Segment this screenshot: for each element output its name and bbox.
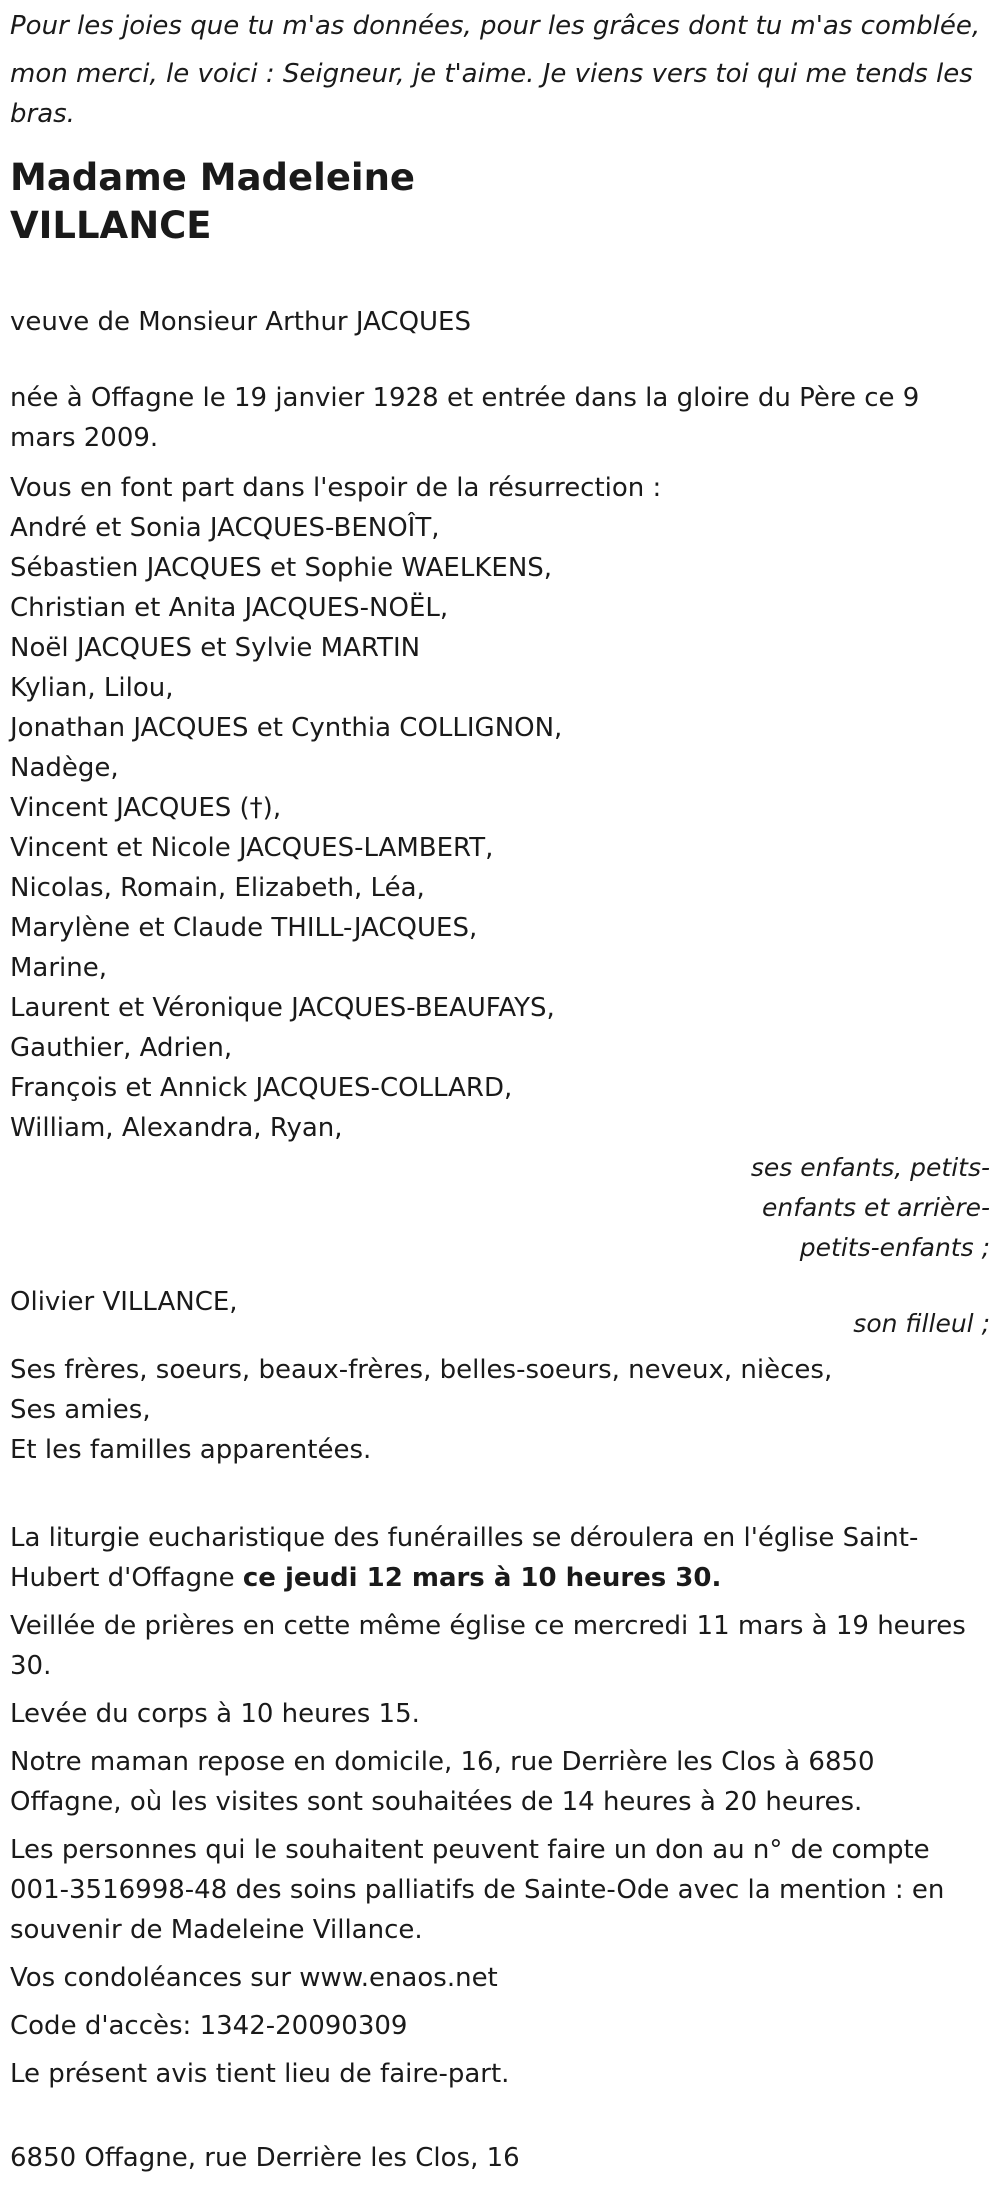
funeral-details <box>10 1518 990 2094</box>
liturgy-text: La liturgie eucharistique des funérailles se déroulera en l'église Saint-Hubert d'Offagne <box>10 1523 919 1593</box>
birth-death-line: née à Offagne le 19 janvier 1928 et entrée dans la gloire du Père ce 9 mars 2009. <box>10 383 920 453</box>
children-list-item: Christian et Anita JACQUES-NOËL, <box>10 593 449 623</box>
children-list-item: Gauthier, Adrien, <box>10 1033 233 1063</box>
children-list-item: William, Alexandra, Ryan, <box>10 1113 343 1143</box>
children-list-item: Nadège, <box>10 753 119 783</box>
children-list-item: Marylène et Claude THILL-JACQUES, <box>10 913 478 943</box>
children-list <box>10 508 990 1148</box>
poem-line-2: mon merci, le voici : Seigneur, je t'aime. Je viens vers toi qui me tends les bras. <box>10 59 973 129</box>
children-list-item: Laurent et Véronique JACQUES-BEAUFAYS, <box>10 993 555 1023</box>
poem <box>10 6 990 134</box>
children-list-item: Noël JACQUES et Sylvie MARTIN <box>10 633 421 663</box>
children-role-line: petits-enfants ; <box>799 1233 990 1262</box>
other-family-line: Ses amies, <box>10 1395 151 1425</box>
poem-line-1: Pour les joies que tu m'as données, pour les grâces dont tu m'as comblée, <box>10 11 981 41</box>
other-family-line: Ses frères, soeurs, beaux-frères, belles-soeurs, neveux, nièces, <box>10 1355 833 1385</box>
godson-name: Olivier VILLANCE, <box>10 1287 238 1317</box>
obituary-notice <box>10 6 990 2178</box>
other-family-line: Et les familles apparentées. <box>10 1435 372 1465</box>
announcement-intro: Vous en font part dans l'espoir de la résurrection : <box>10 473 662 503</box>
other-family <box>10 1350 990 1470</box>
children-list-item: Vincent JACQUES (†), <box>10 793 282 823</box>
children-list-item: Kylian, Lilou, <box>10 673 174 703</box>
liturgy-paragraph <box>10 1518 990 1598</box>
liturgy-date: ce jeudi 12 mars à 10 heures 30. <box>242 1563 722 1593</box>
children-role <box>740 1148 990 1268</box>
deceased-name-first: Madame Madeleine <box>10 156 416 199</box>
children-role-line: enfants et arrière- <box>762 1193 990 1222</box>
children-role-line: ses enfants, petits- <box>750 1153 990 1182</box>
address-footer: 6850 Offagne, rue Derrière les Clos, 16 <box>10 2143 520 2173</box>
vigil-paragraph: Veillée de prières en cette même église ce mercredi 11 mars à 19 heures 30. <box>10 1611 966 1681</box>
relatives-block <box>10 468 990 1470</box>
notice-paragraph: Le présent avis tient lieu de faire-part. <box>10 2059 510 2089</box>
children-list-item: Sébastien JACQUES et Sophie WAELKENS, <box>10 553 553 583</box>
children-list-item: Jonathan JACQUES et Cynthia COLLIGNON, <box>10 713 563 743</box>
access-code-paragraph: Code d'accès: 1342-20090309 <box>10 2011 408 2041</box>
deceased-name <box>10 154 990 250</box>
godson-row <box>10 1282 990 1338</box>
children-list-item: François et Annick JACQUES-COLLARD, <box>10 1073 513 1103</box>
home-visit-paragraph: Notre maman repose en domicile, 16, rue Derrière les Clos à 6850 Offagne, où les visites sont souhaitées de 14 heures à 20 heures. <box>10 1747 875 1817</box>
spouse-line: veuve de Monsieur Arthur JACQUES <box>10 307 471 337</box>
children-list-item: André et Sonia JACQUES-BENOÎT, <box>10 513 440 543</box>
children-list-item: Vincent et Nicole JACQUES-LAMBERT, <box>10 833 494 863</box>
godson-role: son filleul ; <box>853 1309 990 1338</box>
deceased-name-last: VILLANCE <box>10 204 212 247</box>
children-list-item: Nicolas, Romain, Elizabeth, Léa, <box>10 873 425 903</box>
children-list-item: Marine, <box>10 953 108 983</box>
levee-paragraph: Levée du corps à 10 heures 15. <box>10 1699 420 1729</box>
donation-paragraph: Les personnes qui le souhaitent peuvent faire un don au n° de compte 001-3516998-48 des soins palliatifs de Sainte-Ode avec la mention : en souvenir de Madeleine Villance. <box>10 1835 945 1945</box>
condolences-paragraph: Vos condoléances sur www.enaos.net <box>10 1963 498 1993</box>
